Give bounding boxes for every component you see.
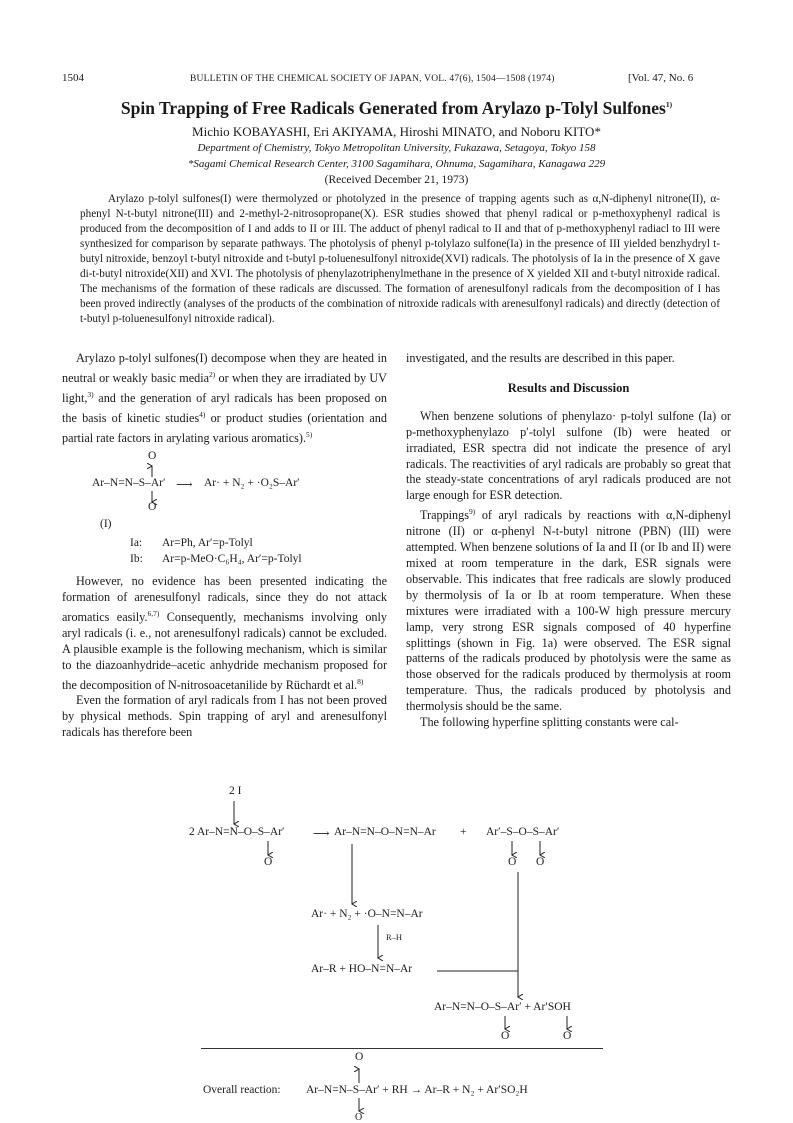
ref-8: 8) xyxy=(357,676,364,686)
received-date: (Received December 21, 1973) xyxy=(324,174,469,186)
scheme-plus: + xyxy=(460,826,467,838)
eq-label: (I) xyxy=(100,518,112,530)
eq-products: Ar· + N₂ + ·O₂S–Ar′ xyxy=(204,477,300,489)
scheme-product-row: Ar–R + HO–N=N–Ar xyxy=(311,963,413,975)
scheme-o-2: O xyxy=(508,856,517,868)
mechanism-text-2: Consequently, mechanisms involving only aryl radicals (i. e., not arenesulfonyl radicals) cannot be excluded. A plausible example is the following mechanism, which is similar to the diazoanhydride–acetic anhydride mechanism proposed for the decomposition of N-nitrosoacetanilide by Rüchardt et al. xyxy=(62,609,388,692)
page-number: 1504 xyxy=(62,72,84,84)
volume-header: [Vol. 47, No. 6 xyxy=(628,72,694,84)
trapping-text: of aryl radicals by reactions with α,N-diphenyl nitrone (II) or α-phenyl N-t-butyl nitrone (PBN) (III) were attempted. When benzene solutions of Ia and II (or Ib and II) were mixed at room temperature in the dark, ESR signals were observable. This indicates that free radicals are slowly produced by thermolysis of Ia or Ib at room temperature. When these mixtures were irradiated with a 100-W high pressure mercury lamp, very strong ESR signals composed of 40 hyperfine splittings (shown in Fig. 1a) were observed. The ESR signal patterns of the radicals produced by photolysis were the same as those observed for the radicals produced by thermolysis at room temperature. Thus, the radicals produced by photolysis and thermolysis should be the same. xyxy=(406,508,731,714)
scheme-sulfinic-anhydride: Ar′–S–O–S–Ar′ xyxy=(486,826,560,838)
scheme-o-3: O xyxy=(536,856,545,868)
ref-9: 9) xyxy=(469,507,476,517)
scheme-reactant: 2 Ar–N=N–O–S–Ar′ xyxy=(189,826,285,838)
ib-definition: Ar=p-MeO·C₆H₄, Ar′=p-Tolyl xyxy=(162,553,302,565)
scheme-o-1: O xyxy=(264,856,273,868)
results-paragraph-1: When benzene solutions of phenylazo· p-tolyl sulfone (Ia) or p-methoxyphenylazo p′-tolyl sulfone (Ib) were heated or irradiated, ESR spectra did not indicate the presence of aryl radicals. The reactivities of aryl radicals are probably so great that the steady-state concentrations of aryl radicals produced are not large enough for ESR detection. xyxy=(406,408,731,503)
eq-reactant: Ar–N=N–S–Ar′ xyxy=(92,477,166,489)
journal-header: BULLETIN OF THE CHEMICAL SOCIETY OF JAPAN, VOL. 47(6), 1504—1508 (1974) xyxy=(190,74,555,84)
ib-label: Ib: xyxy=(130,553,143,565)
scheme-diazoanhydride: Ar–N=N–O–N=N–Ar xyxy=(334,826,436,838)
scheme-o-4: O xyxy=(501,1030,510,1042)
aryl-paragraph: Even the formation of aryl radicals from I has not been proved by physical methods. Spin trapping of aryl and arenesulfonyl radicals has therefore been xyxy=(62,693,387,740)
title-text: Spin Trapping of Free Radicals Generated from Arylazo p-Tolyl Sulfones xyxy=(120,98,666,118)
results-paragraph-3: The following hyperfine splitting constants were cal- xyxy=(420,715,679,730)
ref-6-7: 6,7) xyxy=(147,608,160,618)
overall-equation: Ar–N=N–S–Ar′ + RH → Ar–R + N₂ + Ar′SO₂H xyxy=(306,1084,528,1096)
scheme-rh-label: R–H xyxy=(386,932,403,942)
ref-4: 4) xyxy=(199,409,206,419)
intro-text-1: Arylazo p-tolyl sulfones(I) decompose when they are heated in neutral or weakly basic media xyxy=(62,351,387,385)
intro-text-4: or product studies (orientation and partial rate factors in arylating various aromatics). xyxy=(62,410,387,445)
overall-label: Overall reaction: xyxy=(203,1084,281,1096)
eq-oxygen-bottom: O xyxy=(148,501,157,513)
ref-3: 3) xyxy=(87,389,94,399)
author-list: Michio KOBAYASHI, Eri AKIYAMA, Hiroshi MINATO, and Noboru KITO* xyxy=(192,124,601,139)
scheme-radicals: Ar· + N₂ + ·O–N=N–Ar xyxy=(311,908,423,920)
section-heading: Results and Discussion xyxy=(507,380,630,395)
ref-5: 5) xyxy=(306,429,313,439)
overall-o-top: O xyxy=(355,1051,364,1063)
scheme-o-5: O xyxy=(563,1030,572,1042)
abstract: Arylazo p-tolyl sulfones(I) were thermolyzed or photolyzed in the presence of trapping agents such as α,N-diphenyl nitrone(II), α-phenyl N-t-butyl nitrone(III) and 2-methyl-2-nitrosopropane(X). ESR studies showed that phenyl radical or p-methoxyphenyl radical is produced from the decomposition of I and adds to II or III. The adduct of phenyl radical to II and that of p-methoxyphenyl radiacl to III were synthesized for comparison by separate pathways. The photolysis of phenyl p-tolylazo sulfone(Ia) in the presence of III yielded benzhydryl t-butyl nitroxide, benzoyl t-butyl nitroxide and t-butyl p-toluenesulfonyl nitroxide(XVI) radicals. The photolysis of Ia in the presence of X gave di-t-butyl nitroxide(XII) and XVI. The photolysis of phenylazotriphenylmethane in the presence of X yielded XII and t-butyl nitroxide radical. The mechanisms of the formation of these radicals are discussed. The formation of arenesulfonyl radicals from the decomposition of I has been proved indirectly (analyses of the products of the combination of nitroxide radicals with arenesulfonyl radicals) and directly (detection of t-butyl p-toluenesulfonyl nitroxide radical). xyxy=(80,193,720,325)
affiliation-secondary: *Sagami Chemical Research Center, 3100 Sagamihara, Ohnuma, Sagamihara, Kanagawa 229 xyxy=(187,158,606,170)
continued-paragraph: investigated, and the results are described in this paper. xyxy=(406,351,675,365)
eq-arrow: ⟶ xyxy=(176,479,193,491)
trapping-word: Trappings xyxy=(420,508,469,523)
intro-text-3: and the generation of aryl radicals has been proposed on the basis of kinetic studies xyxy=(62,390,387,425)
ia-label: Ia: xyxy=(130,537,143,549)
ia-definition: Ar=Ph, Ar′=p-Tolyl xyxy=(162,537,253,549)
overall-o-bottom: O xyxy=(355,1112,363,1123)
mechanism-text-1: However, no evidence has been presented indicating the formation of arenesulfonyl radicals, since they do not attack aromatics easily. xyxy=(62,574,387,624)
scheme-start: 2 I xyxy=(229,785,242,797)
affiliation-primary: Department of Chemistry, Tokyo Metropolitan University, Fukazawa, Setagoya, Tokyo 158 xyxy=(197,142,596,154)
eq-oxygen-top: O xyxy=(148,450,157,462)
scheme-arrow: ⟶ xyxy=(313,828,330,840)
ref-2: 2) xyxy=(209,369,216,379)
title-footnote: 1) xyxy=(665,100,673,110)
scheme-final-row: Ar–N=N–O–S–Ar′ + Ar′SOH xyxy=(434,1001,571,1013)
intro-text-2: or when they are irradiated by UV light, xyxy=(62,370,387,405)
